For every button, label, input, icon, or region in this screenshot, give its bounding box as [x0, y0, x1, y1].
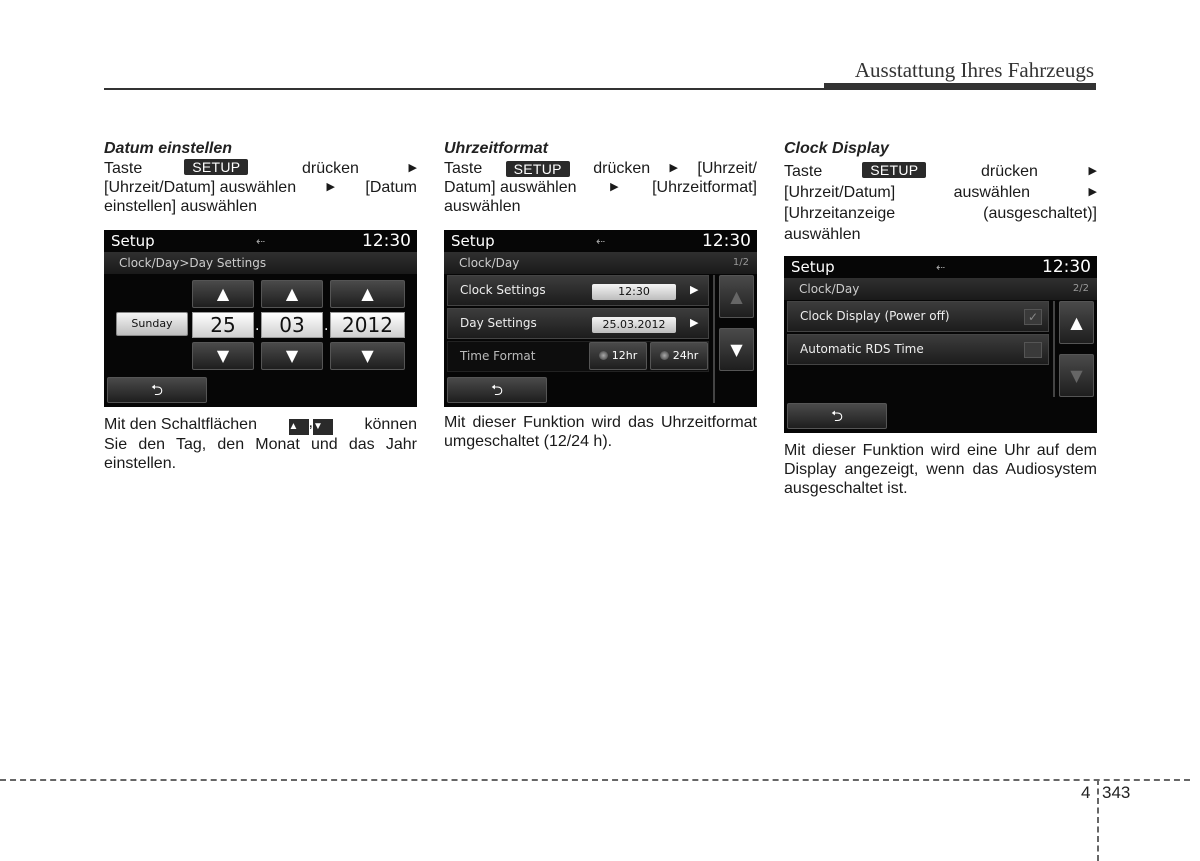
arrow-right-icon: ▶ [610, 181, 619, 193]
year-down-button[interactable]: ▼ [330, 342, 405, 370]
arrow-right-icon: ▶ [408, 162, 417, 174]
screen-top-bar [104, 230, 417, 252]
date-separator: . [324, 318, 329, 334]
clock-display-row[interactable] [787, 301, 1049, 332]
caption-text: Mit dieser Funktion wird das Uhrzeitformat umgeschaltet (12/24 h). [444, 414, 757, 450]
instruction-line [104, 159, 417, 178]
caption-clock-display [784, 441, 1097, 498]
screen-breadcrumb-bar [104, 252, 417, 274]
screen-clock: 12:30 [1042, 257, 1091, 277]
caption-datum: Mit den Schaltflächen ▲ ,▼ können Sie den Tag, den Monat und das Jahr einstellen. [104, 414, 417, 472]
month-down-button[interactable]: ▼ [261, 342, 323, 370]
back-button[interactable]: ⮌ [787, 403, 887, 429]
screen-breadcrumb: Clock/Day [799, 282, 860, 296]
weekday-field: Sunday [116, 312, 188, 336]
option-label: 12hr [611, 349, 638, 362]
radio-icon [660, 351, 669, 360]
scroll-down-button[interactable]: ▼ [1059, 354, 1094, 397]
date-value: 25.03.2012 [592, 317, 676, 333]
row-label: Day Settings [460, 316, 537, 330]
year-up-button[interactable]: ▲ [330, 280, 405, 308]
scrollbar[interactable] [1053, 301, 1055, 397]
instruction-text: auswählen [953, 184, 1031, 201]
scrollbar[interactable] [713, 275, 715, 403]
instruction-line [784, 162, 1097, 181]
format-24hr-option[interactable] [650, 342, 708, 370]
row-label: Clock Settings [460, 283, 546, 297]
instruction-text: Taste [104, 160, 143, 177]
caption-text: Mit dieser Funktion wird eine Uhr auf dem Display angezeigt, wenn das Audiosystem ausgeschaltet ist. [784, 442, 1097, 497]
clock-value: 12:30 [592, 284, 676, 300]
year-field[interactable]: 2012 [330, 312, 405, 338]
instruction-text: Datum] auswählen [444, 179, 577, 196]
setup-key-icon: SETUP [862, 162, 926, 178]
instruction-text: [Uhrzeit/Datum] auswählen [104, 179, 297, 196]
instruction-text: [Datum [365, 179, 417, 196]
arrow-right-icon: ▶ [1088, 165, 1097, 177]
instruction-line [444, 159, 757, 178]
screen-top-bar [444, 230, 757, 252]
screen-top-bar [784, 256, 1097, 278]
section-datum [104, 139, 417, 216]
instruction-line [104, 178, 417, 197]
instruction-text: [Uhrzeitformat] [652, 179, 757, 196]
usb-icon: ⇠ [936, 261, 946, 274]
screen-clock: 12:30 [362, 231, 411, 251]
header-rule-accent [824, 83, 1096, 90]
day-settings-row[interactable] [447, 308, 709, 339]
scroll-up-button[interactable]: ▲ [719, 275, 754, 318]
instruction-line [784, 204, 1097, 223]
section-heading: Datum einstellen [104, 140, 233, 157]
back-button[interactable]: ⮌ [447, 377, 547, 403]
arrow-right-icon: ▶ [669, 162, 678, 174]
clock-settings-row[interactable] [447, 275, 709, 306]
instruction-line [784, 183, 1097, 202]
setup-screen-clockday-1 [444, 230, 757, 407]
instruction-text: auswählen [444, 198, 521, 215]
screen-breadcrumb-bar [784, 278, 1097, 300]
month-up-button[interactable]: ▲ [261, 280, 323, 308]
screen-breadcrumb: Clock/Day [459, 256, 520, 270]
usb-icon: ⇠ [256, 235, 266, 248]
chevron-right-icon: ▶ [690, 316, 699, 329]
screen-breadcrumb-bar [444, 252, 757, 274]
instruction-text: Taste [444, 160, 483, 177]
setup-screen-date [104, 230, 417, 407]
instruction-text: einstellen] auswählen [104, 198, 257, 215]
page-indicator: 2/2 [1072, 283, 1089, 294]
section-uhrzeitformat [444, 139, 757, 216]
checkbox-unchecked-icon[interactable] [1024, 342, 1042, 358]
setup-key-icon: SETUP [506, 161, 570, 177]
screen-clock: 12:30 [702, 231, 751, 251]
instruction-text: auswählen [784, 226, 861, 243]
row-label: Clock Display (Power off) [800, 309, 950, 323]
instruction-text: [Uhrzeit/ [697, 160, 757, 177]
month-field[interactable]: 03 [261, 312, 323, 338]
instruction-text: (ausgeschaltet)] [983, 205, 1097, 222]
instruction-text: [Uhrzeit/Datum] [784, 184, 896, 201]
running-header: Ausstattung Ihres Fahrzeugs [854, 58, 1094, 82]
caption-uhrzeitformat [444, 413, 757, 451]
section-clock-display [784, 139, 1097, 244]
format-12hr-option[interactable] [589, 342, 647, 370]
scroll-down-button[interactable]: ▼ [719, 328, 754, 371]
arrow-right-icon: ▶ [1088, 186, 1097, 198]
row-label: Time Format [460, 349, 536, 363]
footer-rule [0, 779, 1190, 781]
instruction-text: drücken [593, 160, 651, 177]
chevron-right-icon: ▶ [690, 283, 699, 296]
section-heading: Uhrzeitformat [444, 140, 549, 157]
day-down-button[interactable]: ▼ [192, 342, 254, 370]
arrow-down-icon: ▼ [313, 419, 333, 435]
screen-title: Setup [451, 232, 495, 250]
radio-icon [599, 351, 608, 360]
chapter-number: 4 [1081, 783, 1091, 802]
checkbox-checked-icon[interactable]: ✓ [1024, 309, 1042, 325]
caption-text: Mit den Schaltflächen [104, 415, 257, 433]
usb-icon: ⇠ [596, 235, 606, 248]
section-heading: Clock Display [784, 140, 889, 157]
instruction-text: drücken [302, 160, 359, 177]
instruction-text: [Uhrzeitanzeige [784, 205, 896, 222]
automatic-rds-time-row[interactable] [787, 334, 1049, 365]
setup-key-icon: SETUP [184, 159, 248, 175]
row-label: Automatic RDS Time [800, 342, 924, 356]
arrow-up-icon: ▲ [289, 419, 309, 435]
instruction-line [444, 178, 757, 197]
caption-text: können [364, 415, 417, 433]
page-number: 343 [1102, 783, 1131, 802]
screen-breadcrumb: Clock/Day>Day Settings [119, 256, 267, 270]
day-up-button[interactable]: ▲ [192, 280, 254, 308]
back-button[interactable]: ⮌ [107, 377, 207, 403]
arrow-right-icon: ▶ [326, 181, 335, 193]
instruction-text: Taste [784, 163, 823, 180]
instruction-text: drücken [981, 163, 1038, 180]
setup-screen-clockday-2 [784, 256, 1097, 433]
option-label: 24hr [672, 349, 699, 362]
screen-title: Setup [111, 232, 155, 250]
caption-text: Sie den Tag, den Monat und das Jahr einstellen. [104, 436, 417, 472]
scroll-up-button[interactable]: ▲ [1059, 301, 1094, 344]
screen-title: Setup [791, 258, 835, 276]
date-separator: . [255, 318, 260, 334]
day-field[interactable]: 25 [192, 312, 254, 338]
footer-divider [1097, 779, 1099, 861]
page-indicator: 1/2 [732, 257, 749, 268]
